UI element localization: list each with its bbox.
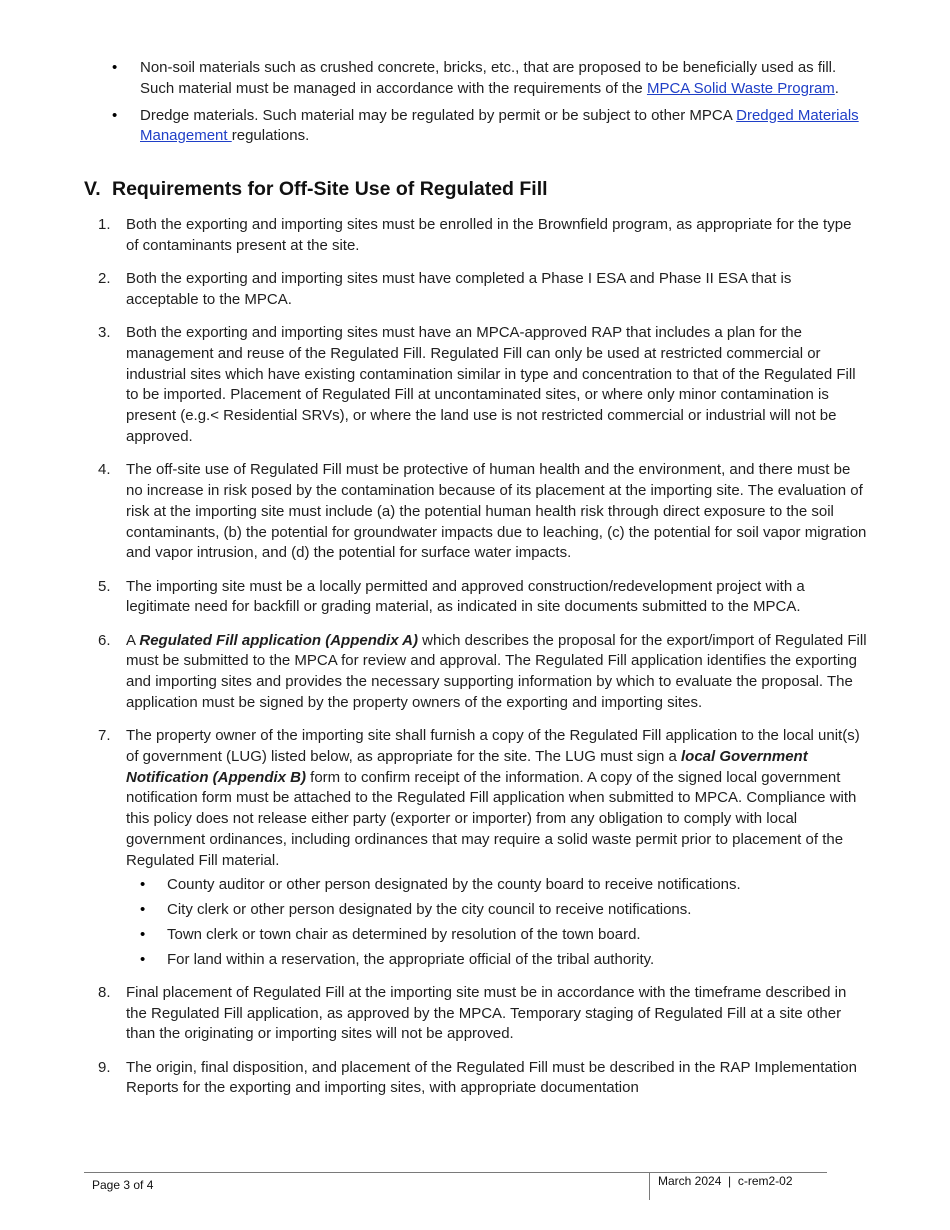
item-text: Both the exporting and importing sites must have an MPCA-approved RAP that includes a plan for the management and reuse of the Regulated Fill. Regulated Fill can only be used at restricted commercial or industrial sites which have existing contamination similar in type and concentration to that of the Regulated Fill to be imported. Placement of Regulated Fill at uncontaminated sites, or where only minor contamination is present (e.g.< Residential SRVs), or where the land use is not restricted commercial or industrial will not be approved.	[126, 323, 856, 445]
requirements-list	[98, 215, 868, 1112]
appendix-b-reference: local Government Notification (Appendix B)	[126, 747, 808, 786]
requirement-item	[98, 215, 868, 257]
lug-list	[126, 875, 868, 971]
item-text: Final placement of Regulated Fill at the importing site must be in accordance with the timeframe described in the Regulated Fill application, as approved by the MPCA. Temporary staging of Regulated Fill at a site other than the originating or importing sites will not be approved.	[126, 983, 847, 1043]
list-item: • For land within a reservation, the appropriate official of the tribal authority.	[140, 950, 868, 971]
list-item: • City clerk or other person designated by the city council to receive notifications.	[140, 900, 868, 921]
requirement-item	[98, 460, 868, 564]
requirement-item	[98, 577, 868, 619]
item-text: Both the exporting and importing sites must be enrolled in the Brownfield program, as appropriate for the type of contaminants present at the site.	[126, 216, 852, 254]
requirement-item: 6. A Regulated Fill application (Appendix A) which describes the proposal for the export/import of Regulated Fill must be submitted to the MPCA for review and approval. The Regulated Fill application identifies the exporting and importing sites and provides the necessary supporting information by which to evaluate the proposal. The application must be signed by the property owners of the exporting and importing sites.	[98, 631, 867, 711]
footer-divider-line	[84, 1172, 827, 1173]
item-number: 8.	[98, 983, 111, 1001]
list-item: • County auditor or other person designated by the county board to receive notifications.	[140, 875, 868, 896]
item-number: 2.	[98, 269, 111, 287]
item-number: 9.	[98, 1058, 111, 1076]
requirement-item	[98, 269, 868, 311]
list-item: • Non-soil materials such as crushed concrete, bricks, etc., that are proposed to be beneficially used as fill. Such material must be managed in accordance with the requirements of the MPCA Solid Waste Program.	[112, 58, 872, 100]
requirement-item	[98, 323, 868, 448]
section-number: V.	[84, 178, 101, 200]
section-heading	[84, 177, 548, 201]
item-number: 7.	[98, 727, 111, 745]
item-number: 3.	[98, 323, 111, 341]
page-number: Page 3 of 4	[92, 1178, 154, 1192]
list-item: • Dredge materials. Such material may be regulated by permit or be subject to other MPCA Dredged Materials Management regulations.	[112, 106, 872, 148]
requirement-item: 7. The property owner of the importing site shall furnish a copy of the Regulated Fill application to the local unit(s) of government (LUG) listed below, as appropriate for the site. The LUG must sign a local Government Notification (Appendix B) form to confirm receipt of the information. A copy of the signed local government notification form must be attached to the Regulated Fill application when submitted to MPCA. Compliance with this policy does not release either party (exporter or importer) from any obligation to comply with local government ordinances, including ordinances that may require a solid waste permit prior to placement of the Regulated Fill material. • County auditor or other person designated by the county board to receive notifications. • City clerk or other person designated by the city council to receive notifications. • Town clerk or town chair as determined by resolution of the town board. • For land within a reservation, the appropriate official of the tribal authority.	[98, 726, 868, 970]
appendix-a-reference: Regulated Fill application (Appendix A)	[139, 631, 418, 649]
item-number: 6.	[98, 631, 111, 649]
item-number: 4.	[98, 461, 111, 479]
requirement-item	[98, 983, 868, 1045]
item-text: The origin, final disposition, and placement of the Regulated Fill must be described in the RAP Implementation Reports for the exporting and importing sites, with appropriate documentation	[126, 1058, 857, 1097]
requirement-item	[98, 1058, 868, 1100]
solid-waste-program-link[interactable]: MPCA Solid Waste Program	[646, 79, 835, 97]
section-title: Requirements for Off-Site Use of Regulated Fill	[112, 178, 548, 200]
footer-vertical-divider	[649, 1172, 650, 1200]
list-item: • Town clerk or town chair as determined by resolution of the town board.	[140, 925, 868, 946]
materials-bullet-list	[112, 58, 872, 153]
item-text: The off-site use of Regulated Fill must be protective of human health and the environment, and there must be no increase in risk posed by the contamination because of its placement at the importing site. The evaluation of risk at the importing site must include (a) the potential human health risk through direct exposure to the soil contaminants, (b) the potential for groundwater impacts due to leaching, (c) the potential for soil vapor migration and vapor intrusion, and (d) the potential for surface water impacts.	[126, 461, 867, 562]
dredged-materials-link[interactable]: Dredged Materials Management	[140, 106, 859, 145]
item-text: The importing site must be a locally permitted and approved construction/redevelopment project with a legitimate need for backfill or grading material, as indicated in site documents submitted to the MPCA.	[126, 577, 805, 616]
footer-date-code: March 2024 | c-rem2-02	[658, 1174, 793, 1188]
item-text: Both the exporting and importing sites must have completed a Phase I ESA and Phase II ESA that is acceptable to the MPCA.	[126, 269, 792, 308]
item-number: 1.	[98, 216, 111, 233]
item-number: 5.	[98, 577, 111, 595]
